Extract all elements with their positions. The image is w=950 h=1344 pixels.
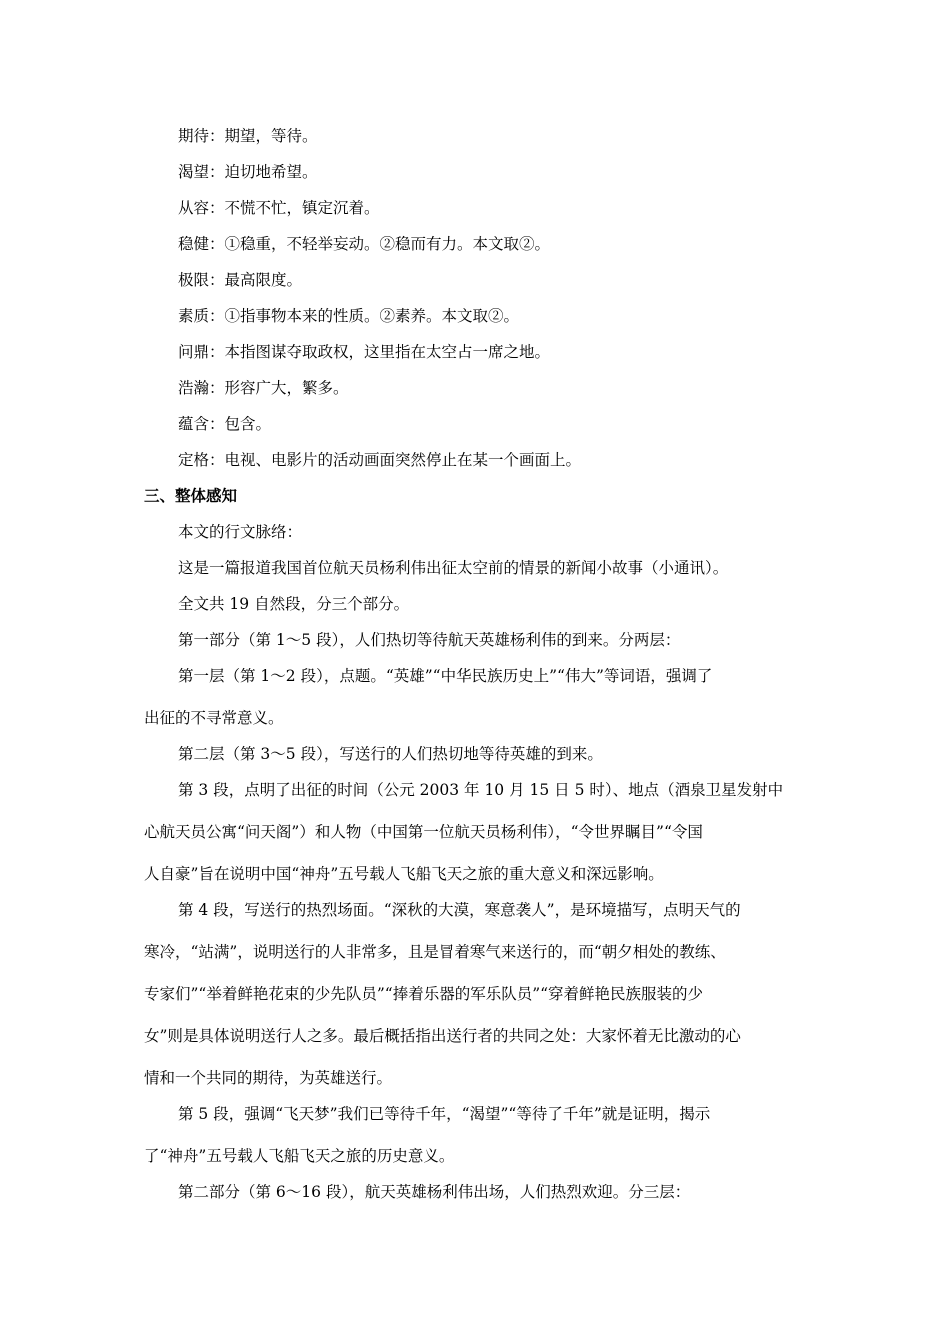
definition-line: 渴望：迫切地希望。 bbox=[178, 163, 318, 181]
section-heading: 三、整体感知 bbox=[144, 487, 238, 505]
body-line: 第二部分（第 6～16 段），航天英雄杨利伟出场，人们热烈欢迎。分三层： bbox=[178, 1183, 691, 1201]
definition-line: 定格：电视、电影片的活动画面突然停止在某一个画面上。 bbox=[178, 451, 582, 469]
body-line: 心航天员公寓“问天阁”）和人物（中国第一位航天员杨利伟），“令世界瞩目”“令国 bbox=[144, 823, 703, 841]
definition-line: 浩瀚：形容广大，繁多。 bbox=[178, 379, 349, 397]
definition-line: 蕴含：包含。 bbox=[178, 415, 272, 433]
definition-line: 稳健：①稳重，不轻举妄动。②稳而有力。本文取②。 bbox=[178, 235, 551, 253]
body-line: 第一层（第 1～2 段），点题。“英雄”“中华民族历史上”“伟大”等词语，强调了 bbox=[178, 667, 713, 685]
definition-line: 从容：不慌不忙，镇定沉着。 bbox=[178, 199, 380, 217]
definition-line: 期待：期望，等待。 bbox=[178, 127, 318, 145]
body-line: 第 5 段，强调“飞天梦”我们已等待千年，“渴望”“等待了千年”就是证明，揭示 bbox=[178, 1105, 711, 1123]
definition-line: 问鼎：本指图谋夺取政权，这里指在太空占一席之地。 bbox=[178, 343, 551, 361]
body-line: 第 4 段，写送行的热烈场面。“深秋的大漠，寒意袭人”，是环境描写，点明天气的 bbox=[178, 901, 741, 919]
body-line: 本文的行文脉络： bbox=[178, 523, 303, 541]
body-line: 全文共 19 自然段，分三个部分。 bbox=[178, 595, 410, 613]
body-line: 人自豪”旨在说明中国“神舟”五号载人飞船飞天之旅的重大意义和深远影响。 bbox=[144, 865, 664, 883]
body-line: 寒冷，“站满”，说明送行的人非常多，且是冒着寒气来送行的，而“朝夕相处的教练、 bbox=[144, 943, 726, 961]
body-line: 第二层（第 3～5 段），写送行的人们热切地等待英雄的到来。 bbox=[178, 745, 603, 763]
body-line: 情和一个共同的期待，为英雄送行。 bbox=[144, 1069, 393, 1087]
definition-line: 素质：①指事物本来的性质。②素养。本文取②。 bbox=[178, 307, 520, 325]
body-line: 了“神舟”五号载人飞船飞天之旅的历史意义。 bbox=[144, 1147, 455, 1165]
body-line: 出征的不寻常意义。 bbox=[144, 709, 284, 727]
body-line: 第一部分（第 1～5 段），人们热切等待航天英雄杨利伟的到来。分两层： bbox=[178, 631, 681, 649]
definition-line: 极限：最高限度。 bbox=[178, 271, 303, 289]
body-line: 第 3 段，点明了出征的时间（公元 2003 年 10 月 15 日 5 时）、地点（酒泉卫星发射中 bbox=[178, 781, 784, 799]
body-line: 女”则是具体说明送行人之多。最后概括指出送行者的共同之处：大家怀着无比激动的心 bbox=[144, 1027, 741, 1045]
body-line: 专家们”“举着鲜艳花束的少先队员”“捧着乐器的军乐队员”“穿着鲜艳民族服装的少 bbox=[144, 985, 704, 1003]
body-line: 这是一篇报道我国首位航天员杨利伟出征太空前的情景的新闻小故事（小通讯）。 bbox=[178, 559, 729, 577]
